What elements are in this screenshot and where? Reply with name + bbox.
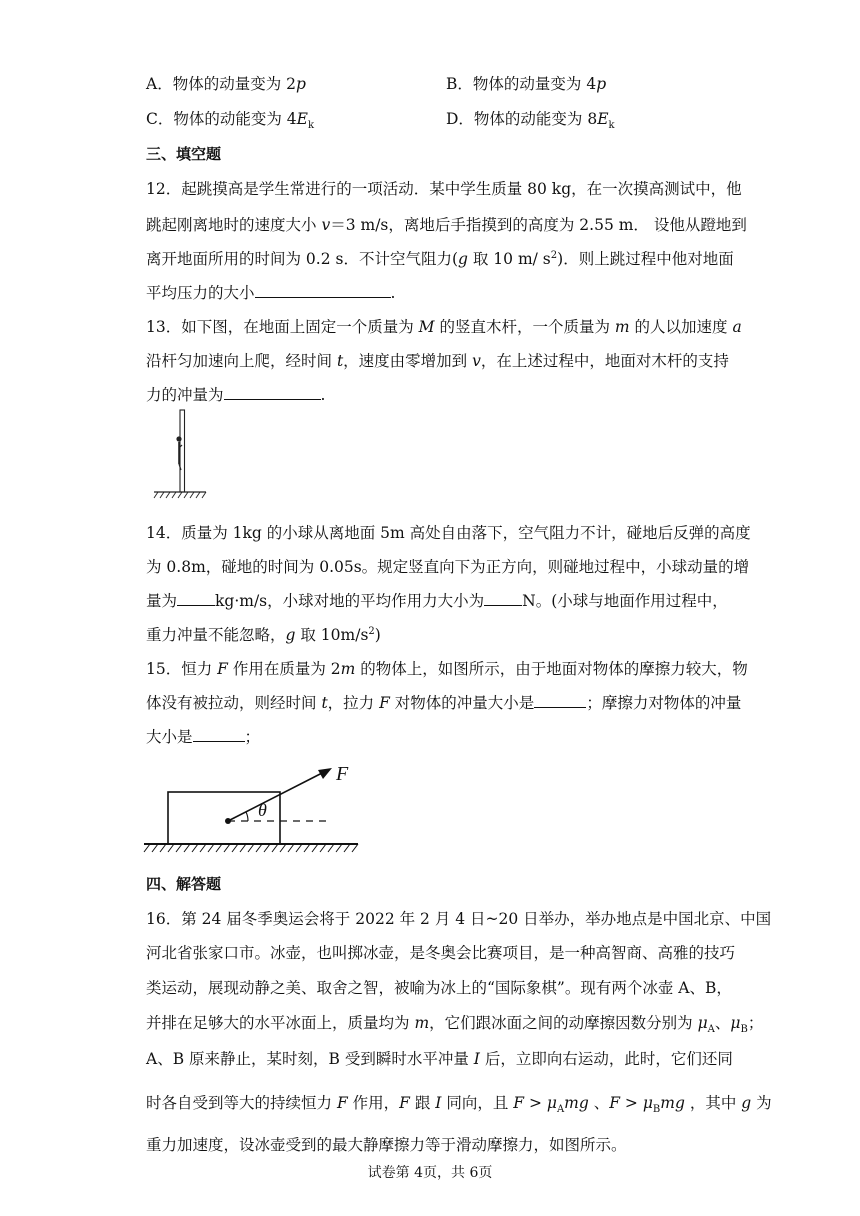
q15-line-1 xyxy=(146,657,748,679)
q16-line-3: 类运动，展现动静之美、取舍之智，被喻为冰上的“国际象棋”。现有两个冰壶 A、B， xyxy=(146,979,732,997)
q14-text: 取 10m/s xyxy=(295,626,369,644)
q16-text: 跟 xyxy=(409,1094,436,1112)
q16-line-6 xyxy=(146,1091,772,1115)
q16-text: 、 xyxy=(588,1094,610,1112)
section-3-heading: 三、填空题 xyxy=(146,145,222,163)
option-d-var: E xyxy=(597,110,609,128)
option-b xyxy=(446,72,606,94)
option-a xyxy=(146,72,306,94)
q13-text: 的人以加速度 xyxy=(629,318,733,336)
q12-text: . xyxy=(390,284,396,302)
q12-var-v: v xyxy=(321,216,331,234)
q15-text: 大小是 xyxy=(146,728,193,746)
option-c-sub: k xyxy=(307,120,315,132)
q15-force-figure xyxy=(140,754,365,856)
q15-text: ，拉力 xyxy=(327,694,380,712)
q14-line-4 xyxy=(146,623,381,645)
q16-text: > xyxy=(524,1094,547,1112)
q16-text: > xyxy=(620,1094,643,1112)
q16-var-F: F xyxy=(609,1094,620,1112)
q16-text: ，其中 xyxy=(684,1094,742,1112)
q16-sub: B xyxy=(652,1104,661,1116)
q15-text: 的物体上，如图所示，由于地面对物体的摩擦力较大，物 xyxy=(355,660,748,678)
q13-var-m: m xyxy=(614,318,630,336)
q13-var-v: v xyxy=(472,352,481,370)
option-a-var: p xyxy=(295,75,306,93)
q16-var-F: F xyxy=(513,1094,525,1112)
q12-line-1: 12．起跳摸高是学生常进行的一项活动．某中学生质量 80 kg，在一次摸高测试中，他 xyxy=(146,180,742,198)
q12-text: 平均压力的大小 xyxy=(146,284,255,302)
q13-text: ，在上述过程中，地面对木杆的支持 xyxy=(480,352,729,370)
section-4-heading: 四、解答题 xyxy=(146,875,222,893)
theta-label: θ xyxy=(258,800,267,820)
q12-text: ＝3 m/s，离地后手指摸到的高度为 2.55 m． 设他从蹬地到 xyxy=(330,216,747,234)
q16-var-mg: mg xyxy=(564,1094,589,1112)
q12-text: )．则上跳过程中他对地面 xyxy=(557,250,734,268)
force-label: F xyxy=(336,763,349,785)
q16-text: 时各自受到等大的持续恒力 xyxy=(146,1094,337,1112)
q15-text: 对物体的冲量大小是 xyxy=(389,694,535,712)
q16-text: 并排在足够大的水平冰面上，质量均为 xyxy=(146,1014,415,1032)
q12-sup: 2 xyxy=(550,249,558,261)
q15-var-F: F xyxy=(217,660,228,678)
q13-text: 沿杆匀加速向上爬，经时间 xyxy=(146,352,337,370)
q16-mu: μ xyxy=(546,1094,557,1112)
option-a-text: A．物体的动量变为 2 xyxy=(146,75,296,93)
q13-line-1 xyxy=(146,315,742,337)
q15-line-2 xyxy=(146,691,741,713)
q13-pole-figure xyxy=(150,408,212,500)
option-d-text: D．物体的动能变为 8 xyxy=(446,110,598,128)
force-origin-dot xyxy=(225,818,231,824)
q16-text: 、 xyxy=(714,1014,731,1032)
q13-var-t: t xyxy=(336,352,344,370)
q16-var-mg: mg xyxy=(660,1094,685,1112)
q14-text: kg·m/s，小球对地的平均作用力大小为 xyxy=(215,592,485,610)
q14-text: ) xyxy=(374,626,381,644)
q16-text: 为 xyxy=(751,1094,772,1112)
page-footer: 试卷第 4页，共 6页 xyxy=(367,1165,493,1181)
q15-text: 作用在质量为 2 xyxy=(227,660,341,678)
q13-text: 的竖直木杆，一个质量为 xyxy=(434,318,615,336)
q15-answer-blank-1[interactable] xyxy=(534,692,586,708)
q16-mu: μ xyxy=(730,1014,741,1032)
q12-answer-blank[interactable] xyxy=(255,282,391,298)
q14-text: 重力冲量不能忽略， xyxy=(146,626,286,644)
q15-text: 15．恒力 xyxy=(146,660,218,678)
q14-answer-blank-2[interactable] xyxy=(484,590,522,606)
q13-var-M: M xyxy=(418,318,435,336)
q13-text: 13．如下图，在地面上固定一个质量为 xyxy=(146,318,419,336)
q14-line-3 xyxy=(146,589,728,611)
q16-var-F: F xyxy=(399,1094,410,1112)
q13-line-2 xyxy=(146,349,729,371)
q12-line-3 xyxy=(146,247,734,269)
q12-line-4 xyxy=(146,281,395,303)
option-d-sub: k xyxy=(608,120,615,132)
q13-text: . xyxy=(320,386,326,404)
q16-var-F: F xyxy=(336,1094,348,1112)
q13-line-3 xyxy=(146,383,325,405)
q16-var-I: I xyxy=(435,1094,442,1112)
option-c xyxy=(146,107,314,131)
q15-text: 体没有被拉动，则经时间 xyxy=(146,694,322,712)
q16-line-2: 河北省张家口市。冰壶，也叫掷冰壶，是冬奥会比赛项目，是一种高智商、高雅的技巧 xyxy=(146,944,736,962)
q16-line-4 xyxy=(146,1011,763,1035)
option-b-var: p xyxy=(596,75,607,93)
q14-line-2: 为 0.8m，碰地的时间为 0.05s。规定竖直向下为正方向，则碰地过程中，小球动量的增 xyxy=(146,558,750,576)
q16-text: 同向，且 xyxy=(441,1094,514,1112)
q16-text: 作用， xyxy=(347,1094,400,1112)
q14-line-1: 14．质量为 1kg 的小球从离地面 5m 高处自由落下，空气阻力不计，碰地后反弹的高度 xyxy=(146,524,751,542)
q14-var-g: g xyxy=(285,626,296,644)
q13-answer-blank[interactable] xyxy=(224,384,321,400)
q16-sub: A xyxy=(556,1104,565,1116)
q13-text: 力的冲量为 xyxy=(146,386,224,404)
q12-text: 跳起刚离地时的速度大小 xyxy=(146,216,322,234)
ground-hatch xyxy=(144,844,358,852)
q14-sup: 2 xyxy=(368,625,375,637)
q16-sub: B xyxy=(740,1024,748,1036)
q16-text: A、B 原来静止，某时刻，B 受到瞬时水平冲量 xyxy=(146,1050,474,1068)
q15-text: ；摩擦力对物体的冲量 xyxy=(586,694,742,712)
pole xyxy=(180,410,185,492)
q15-line-3 xyxy=(146,725,260,747)
option-d xyxy=(446,107,615,131)
ground-hatch xyxy=(154,492,206,498)
option-c-text: C．物体的动能变为 4 xyxy=(146,110,297,128)
q14-text: N。(小球与地面作用过程中， xyxy=(522,592,728,610)
q15-text: ； xyxy=(244,728,261,746)
q16-line-1: 16．第 24 届冬季奥运会将于 2022 年 2 月 4 日~20 日举办，举办地点是中国北京、中国 xyxy=(146,910,772,928)
q15-answer-blank-2[interactable] xyxy=(193,726,245,742)
q15-var-t: t xyxy=(321,694,328,712)
q14-answer-blank-1[interactable] xyxy=(177,590,215,606)
q16-mu: μ xyxy=(697,1014,708,1032)
q15-var-F: F xyxy=(379,694,390,712)
force-arrowhead xyxy=(318,768,332,779)
q12-var-g: g xyxy=(458,250,468,268)
q16-text: ； xyxy=(747,1014,764,1032)
q16-text: 后，立即向右运动，此时，它们还同 xyxy=(479,1050,733,1068)
q16-line-7: 重力加速度，设冰壶受到的最大静摩擦力等于滑动摩擦力，如图所示。 xyxy=(146,1136,627,1154)
q16-var-m: m xyxy=(414,1014,430,1032)
q16-var-I: I xyxy=(473,1050,480,1068)
q16-sub: A xyxy=(707,1024,715,1036)
q15-var-m: m xyxy=(340,660,356,678)
q13-var-a: a xyxy=(732,318,742,336)
q16-text: ，它们跟冰面之间的动摩擦因数分别为 xyxy=(429,1014,698,1032)
q12-text: 取 10 m/ s xyxy=(467,250,551,268)
q16-line-5 xyxy=(146,1047,733,1069)
q13-text: ，速度由零增加到 xyxy=(343,352,473,370)
q12-text: 离开地面所用的时间为 0.2 s．不计空气阻力( xyxy=(146,250,459,268)
option-c-var: E xyxy=(296,110,308,128)
q14-text: 量为 xyxy=(146,592,178,610)
q16-var-g: g xyxy=(741,1094,752,1112)
q12-line-2 xyxy=(146,213,747,235)
option-b-text: B．物体的动量变为 4 xyxy=(446,75,597,93)
q16-mu: μ xyxy=(642,1094,653,1112)
